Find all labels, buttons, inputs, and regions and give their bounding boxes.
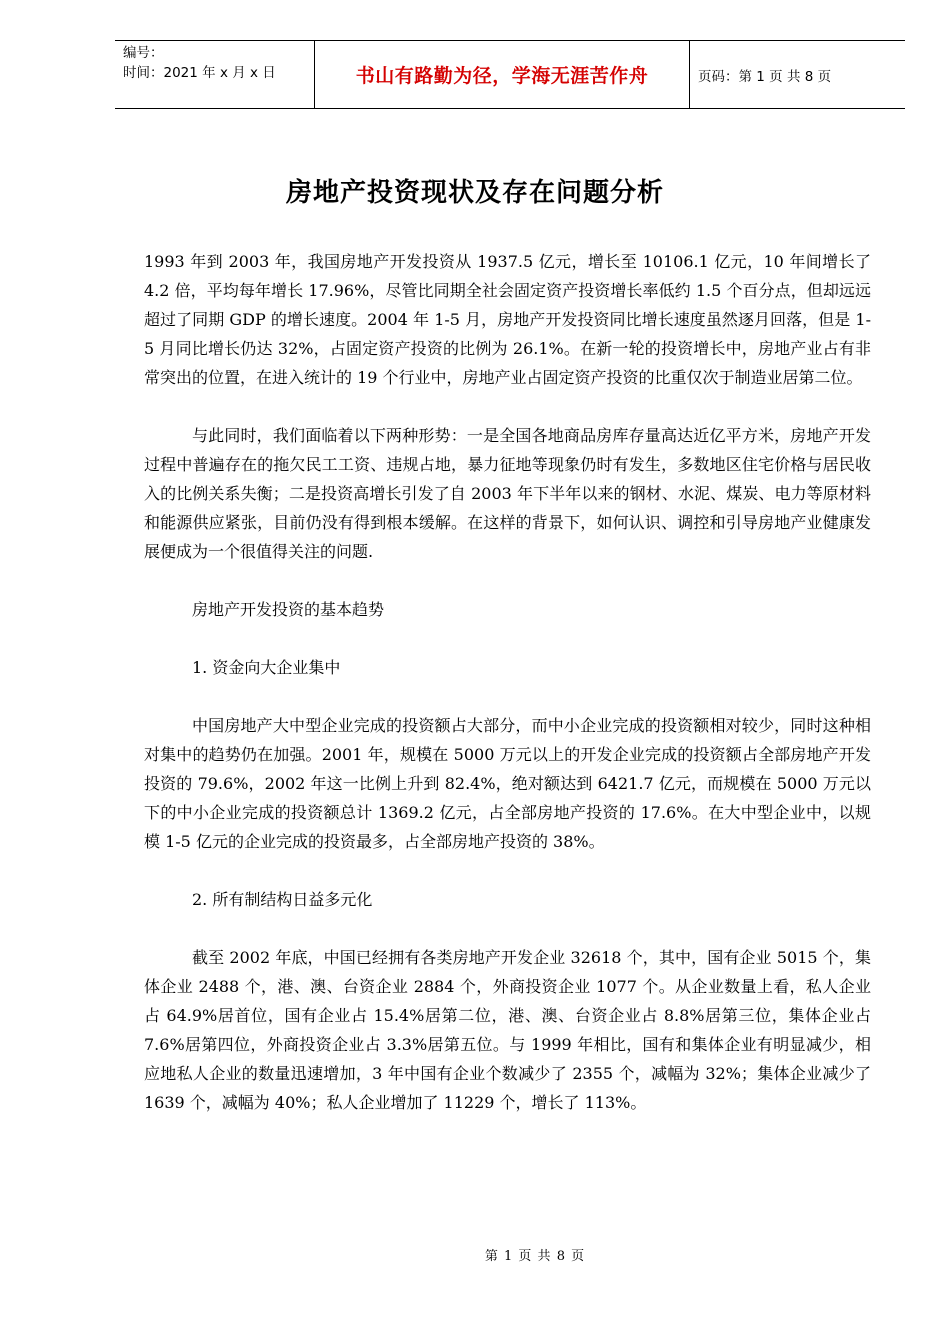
header-meta bbox=[115, 41, 315, 108]
paragraph: 中国房地产大中型企业完成的投资额占大部分，而中小企业完成的投资额相对较少，同时这种相对集中的趋势仍在加强。2001 年，规模在 5000 万元以上的开发企业完成的投资额占全部房地产开发投资的 79.6%，2002 年这一比例上升到 82.4%，绝对额达到 6421.7 亿元，而规模在 5000 万元以下的中小企业完成的投资额总计 1369.2 亿元，占全部房地产投资的 17.6%。在大中型企业中，以规模 1-5 亿元的企业完成的投资最多，占全部房地产投资的 38%。 bbox=[144, 716, 871, 851]
header-motto: 书山有路勤为径，学海无涯苦作舟 bbox=[315, 41, 690, 108]
doc-time-label: 时间：2021 年 x 月 x 日 bbox=[123, 65, 276, 81]
section-heading: 房地产开发投资的基本趋势 bbox=[192, 600, 385, 619]
paragraph: 1993 年到 2003 年，我国房地产开发投资从 1937.5 亿元，增长至 10106.1 亿元，10 年间增长了 4.2 倍，平均每年增长 17.96%，尽管比同期全社会固定资产投资增长率低约 1.5 个百分点，但却远远超过了同期 GDP 的增长速度。2004 年 1-5 月，房地产开发投资同比增长速度虽然逐月回落，但是 1-5 月同比增长仍达 32%，占固定资产投资的比例为 26.1%。在新一轮的投资增长中，房地产业占有非常突出的位置，在进入统计的 19 个行业中，房地产业占固定资产投资的比重仅次于制造业居第二位。 bbox=[144, 252, 871, 387]
subsection-heading: 2. 所有制结构日益多元化 bbox=[192, 890, 373, 909]
paragraph: 与此同时，我们面临着以下两种形势：一是全国各地商品房库存量高达近亿平方米，房地产开发过程中普遍存在的拖欠民工工资、违规占地，暴力征地等现象仍时有发生，多数地区住宅价格与居民收入的比例关系失衡；二是投资高增长引发了自 2003 年下半年以来的钢材、水泥、煤炭、电力等原材料和能源供应紧张，目前仍没有得到根本缓解。在这样的背景下，如何认识、调控和引导房地产业健康发展便成为一个很值得关注的问题. bbox=[144, 426, 871, 561]
document-title: 房地产投资现状及存在问题分析 bbox=[285, 178, 664, 208]
document-header bbox=[115, 40, 905, 109]
page-footer: 第 1 页 共 8 页 bbox=[484, 1249, 586, 1264]
subsection-heading: 1. 资金向大企业集中 bbox=[192, 658, 341, 677]
document-body bbox=[144, 247, 871, 1146]
paragraph: 截至 2002 年底，中国已经拥有各类房地产开发企业 32618 个，其中，国有企业 5015 个，集体企业 2488 个，港、澳、台资企业 2884 个，外商投资企业 1077 个。从企业数量上看，私人企业占 64.9%居首位，国有企业占 15.4%居第二位，港、澳、台资企业占 8.8%居第三位，集体企业占 7.6%居第四位，外商投资企业占 3.3%居第五位。与 1999 年相比，国有和集体企业有明显减少，相应地私人企业的数量迅速增加，3 年中国有企业个数减少了 2355 个，减幅为 32%；集体企业减少了 1639 个，减幅为 40%；私人企业增加了 11229 个，增长了 113%。 bbox=[144, 948, 871, 1112]
doc-number-label: 编号： bbox=[123, 45, 164, 61]
header-page-info: 页码：第 1 页 共 8 页 bbox=[698, 68, 832, 85]
